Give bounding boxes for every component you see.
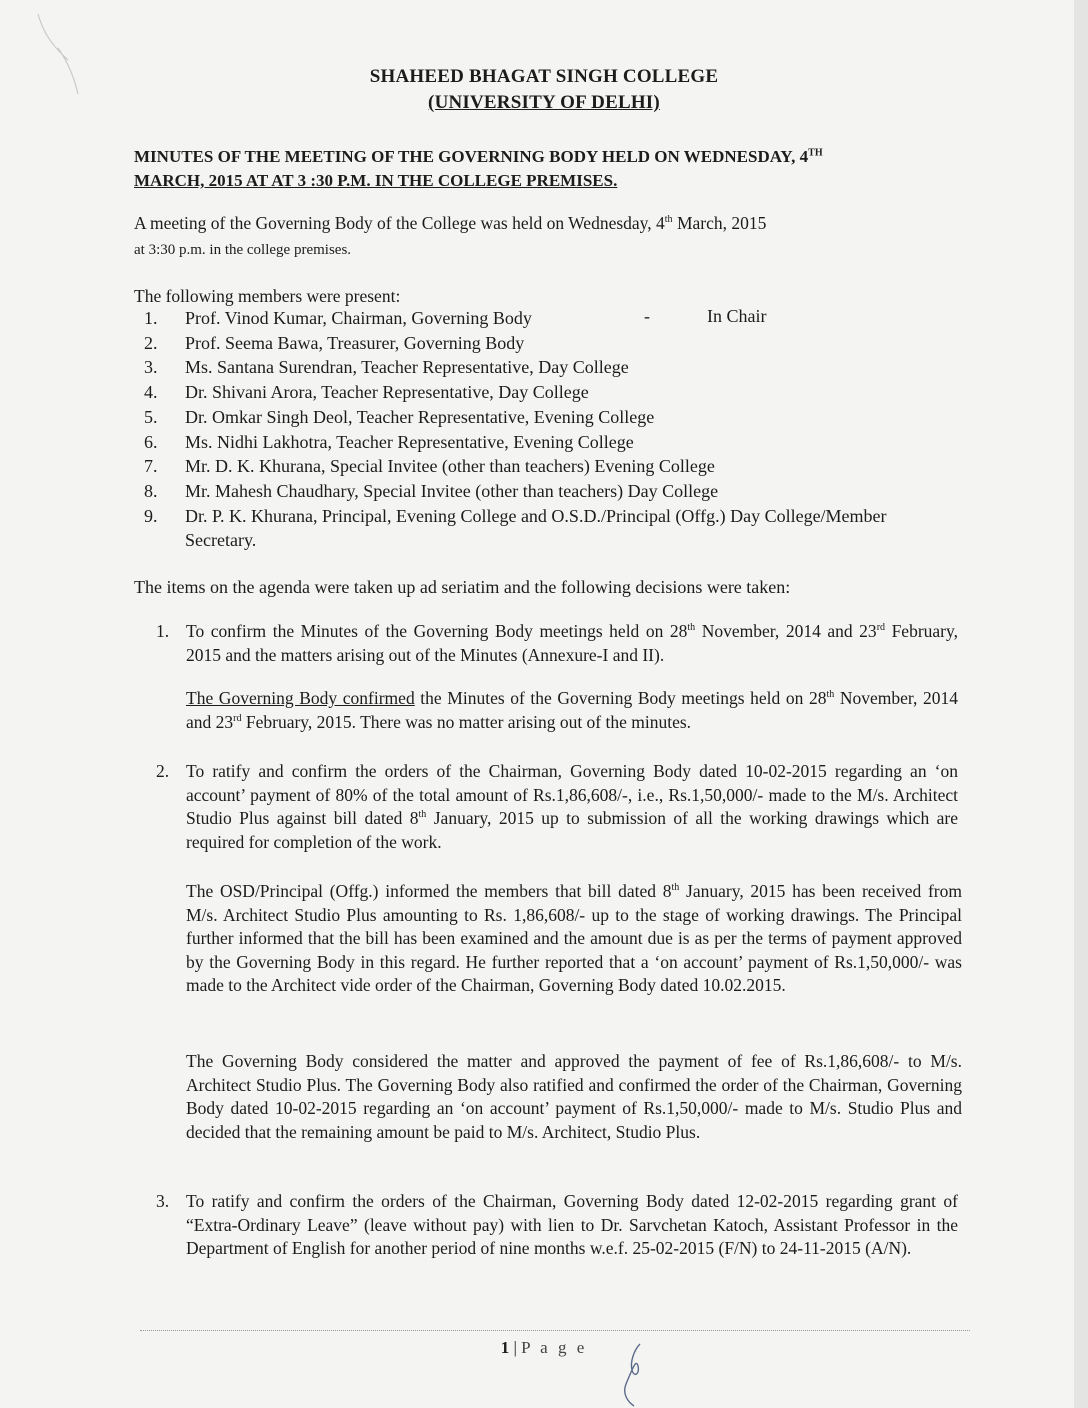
member-number: 8.	[144, 480, 158, 501]
member-item	[134, 380, 934, 405]
footer-divider	[140, 1330, 970, 1331]
member-text: Ms. Nidhi Lakhotra, Teacher Representative, Evening College	[185, 431, 634, 452]
member-number: 5.	[144, 406, 158, 427]
item1-text-b: November, 2014 and 23	[695, 621, 877, 641]
page-label: P a g e	[521, 1338, 588, 1357]
item2-report-sup: th	[671, 882, 680, 894]
college-name: SHAHEED BHAGAT SINGH COLLEGE	[369, 66, 719, 87]
minutes-title-line2: MARCH, 2015 AT AT 3 :30 P.M. IN THE COLLEGE PREMISES.	[134, 171, 618, 190]
member-number: 2.	[144, 332, 158, 353]
agenda-number: 3.	[156, 1191, 170, 1211]
signature-mark	[612, 1340, 672, 1408]
minutes-title-line1	[134, 145, 964, 169]
agenda-number: 1.	[156, 621, 170, 641]
agenda-item-1	[134, 620, 964, 734]
item1-text-c: February, 2015 and the matters arising out of the Minutes (Annexure-I and II).	[186, 621, 958, 665]
page-number: 1	[500, 1338, 510, 1357]
item1-sup-b: rd	[876, 622, 886, 634]
member-text: Mr. D. K. Khurana, Special Invitee (other than teachers) Evening College	[185, 456, 715, 477]
member-item	[134, 355, 934, 380]
intro-text-3: at 3:30 p.m. in the college premises.	[134, 242, 352, 258]
member-text: Dr. Shivani Arora, Teacher Representative, Day College	[185, 382, 589, 403]
minutes-title	[134, 145, 964, 193]
item1-res-sup2: rd	[233, 712, 242, 724]
intro-sup: th	[664, 214, 673, 226]
member-text: Dr. P. K. Khurana, Principal, Evening College and O.S.D./Principal (Offg.) Day College/Member Secretary.	[185, 505, 887, 551]
agenda-number: 2.	[156, 761, 170, 781]
page-footer	[0, 1338, 1088, 1358]
member-item	[134, 331, 934, 356]
title-sup: TH	[808, 147, 823, 159]
university-name: (UNIVERSITY OF DELHI)	[428, 92, 660, 113]
member-item	[134, 504, 934, 553]
member-item	[134, 454, 934, 479]
intro-text-2: March, 2015	[672, 213, 767, 233]
item2-report-b: January, 2015 has been received from M/s. Architect Studio Plus amounting to Rs. 1,86,608/- up to the stage of working drawings. The Principal further informed that the bill has been examined and the amount due is as per the terms of payment approved by the Governing Body in this regard. He further reported that a ‘on account’ payment of Rs.1,50,000/- was made to the Architect vide order of the Chairman, Governing Body dated 10.02.2015.	[186, 881, 962, 995]
member-text: Ms. Santana Surendran, Teacher Representative, Day College	[185, 357, 629, 378]
agenda-item-3	[134, 1190, 964, 1261]
member-number: 6.	[144, 431, 158, 452]
member-item	[134, 479, 934, 504]
agenda-item-2-resolution: The Governing Body considered the matter and approved the payment of fee of Rs.1,86,608/- to M/s. Architect Studio Plus. The Governing Body also ratified and confirmed the order of the Chairman, Governing Body dated 10-02-2015 regarding an ‘on account’ payment of Rs.1,50,000/- made to M/s. Studio Plus and decided that the remaining amount be paid to M/s. Architect, Studio Plus.	[186, 1051, 962, 1142]
member-item	[134, 405, 934, 430]
items-intro: The items on the agenda were taken up ad seriatim and the following decisions were taken:	[134, 577, 791, 597]
member-number: 1.	[144, 308, 158, 328]
member-item	[134, 430, 934, 455]
agenda-item-text	[186, 760, 958, 854]
member-text: Mr. Mahesh Chaudhary, Special Invitee (other than teachers) Day College	[185, 480, 719, 501]
title-line1-text: MINUTES OF THE MEETING OF THE GOVERNING BODY HELD ON WEDNESDAY, 4	[134, 147, 809, 166]
agenda-item-2-report	[186, 880, 962, 998]
scan-smudge-mark	[28, 8, 98, 98]
item2-report-a: The OSD/Principal (Offg.) informed the members that bill dated 8	[186, 881, 672, 901]
member-number: 4.	[144, 382, 158, 403]
intro-text-1: A meeting of the Governing Body of the College was held on Wednesday, 4	[134, 213, 665, 233]
item1-sup-a: th	[687, 622, 696, 634]
item1-res-b: November, 2014 and 23	[186, 688, 959, 732]
chair-dash: -	[644, 306, 650, 326]
item2-text-b: January, 2015 up to submission of all the working drawings which are required for completion of the work.	[186, 808, 958, 852]
member-number: 9.	[144, 505, 158, 526]
chair-label: In Chair	[707, 306, 767, 326]
item1-res-c: February, 2015. There was no matter arising out of the minutes.	[241, 711, 692, 732]
item2-sup: th	[418, 809, 427, 821]
members-heading: The following members were present:	[134, 286, 401, 306]
agenda-item-2	[134, 760, 964, 854]
member-number: 7.	[144, 456, 158, 477]
member-text: Prof. Vinod Kumar, Chairman, Governing Body	[185, 308, 532, 328]
scan-edge-shadow	[1060, 0, 1088, 1408]
footer-separator: |	[509, 1338, 522, 1357]
agenda-item-text	[186, 620, 958, 667]
member-number: 3.	[144, 357, 158, 378]
members-list	[134, 306, 934, 553]
member-text: Prof. Seema Bawa, Treasurer, Governing Body	[185, 332, 525, 353]
item2-text-a: To ratify and confirm the orders of the Chairman, Governing Body dated 10-02-2015 regarding an ‘on account’ payment of 80% of the total amount of Rs.1,86,608/-, i.e., Rs.1,50,000/- made to the M/s. Architect Studio Plus against bill dated 8	[186, 761, 958, 828]
item1-text-a: To confirm the Minutes of the Governing Body meetings held on 28	[186, 621, 688, 641]
member-text: Dr. Omkar Singh Deol, Teacher Representative, Evening College	[185, 406, 655, 427]
agenda-item-text: To ratify and confirm the orders of the Chairman, Governing Body dated 12-02-2015 regarding grant of “Extra-Ordinary Leave” (leave without pay) with lien to Dr. Sarvchetan Katoch, Assistant Professor in the Department of English for another period of nine months w.e.f. 25-02-2015 (F/N) to 24-11-2015 (A/N).	[186, 1191, 958, 1258]
agenda-item-resolution	[186, 687, 958, 734]
item1-res-underlined: The Governing Body confirmed	[186, 688, 415, 708]
item1-res-sup1: th	[826, 689, 835, 701]
member-item	[134, 306, 934, 331]
intro-paragraph	[134, 211, 960, 263]
item1-res-a: the Minutes of the Governing Body meetings held on 28	[414, 688, 827, 708]
